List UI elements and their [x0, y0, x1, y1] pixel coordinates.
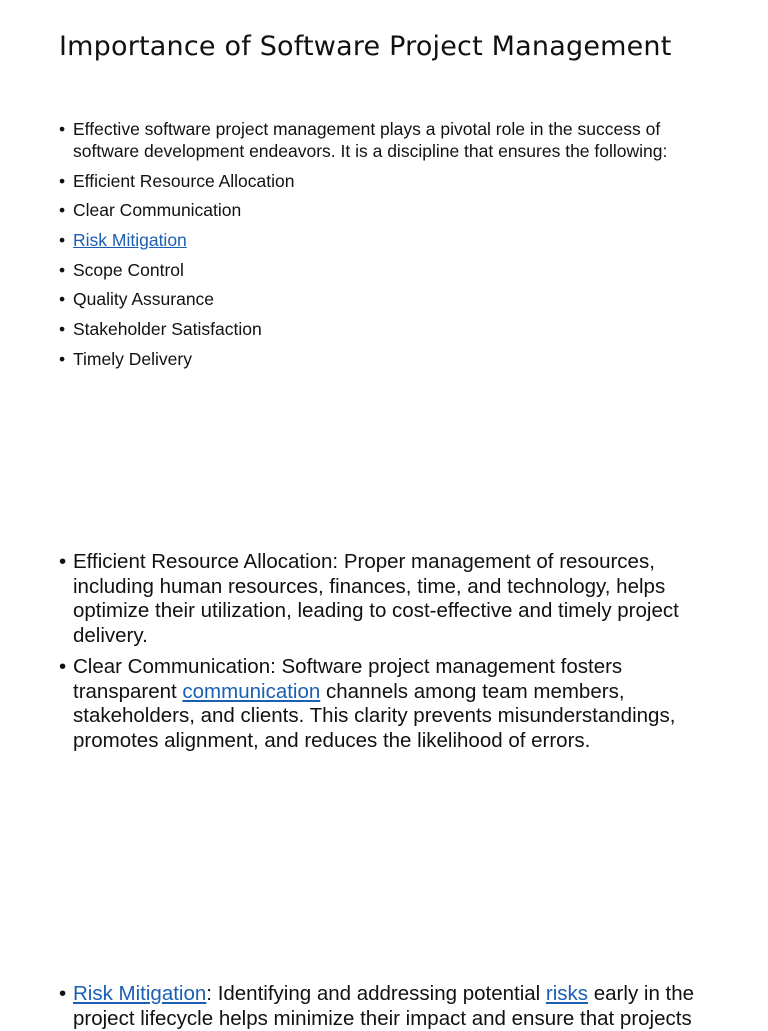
bullet-icon: • [59, 550, 67, 573]
risk-text-2: early in the project lifecycle helps minimize their impact and ensure that projects [73, 982, 695, 1030]
list-item [59, 118, 719, 162]
item-quality-assurance: Quality Assurance [73, 289, 215, 310]
overview-list [59, 118, 719, 378]
item-scope-control: Scope Control [73, 259, 184, 280]
list-item [59, 655, 719, 753]
list-item [59, 348, 719, 370]
communication-text-before: Clear Communication: Software project management fosters transparent [73, 655, 623, 703]
communication-link[interactable]: communication [182, 679, 321, 703]
resource-allocation-paragraph: Efficient Resource Allocation: Proper management of resources, including human resources, finances, time, and technology, helps optimize their utilization, leading to cost-effective and timely project delivery. [73, 550, 679, 647]
bullet-icon: • [59, 200, 66, 221]
communication-text-after: channels among team members, stakeholders, and clients. This clarity prevents misunderstandings, promotes alignment, and reduces the likelihood of errors. [73, 679, 676, 752]
bullet-icon: • [59, 982, 67, 1005]
bullet-icon: • [59, 170, 66, 191]
item-clear-communication: Clear Communication [73, 200, 242, 221]
overview-intro: Effective software project management plays a pivotal role in the success of software development endeavors. It is a discipline that ensures the following: [73, 119, 668, 161]
bullet-icon: • [59, 289, 66, 310]
list-item [59, 199, 719, 221]
bullet-icon: • [59, 230, 66, 251]
list-item [59, 259, 719, 281]
list-item [59, 288, 719, 310]
bullet-icon: • [59, 119, 66, 139]
risk-text-1: : Identifying and addressing potential [206, 982, 546, 1005]
bullet-icon: • [59, 655, 67, 678]
bullet-icon: • [59, 259, 66, 280]
list-item [59, 550, 719, 648]
page-title: Importance of Software Project Management [59, 31, 672, 62]
item-resource-allocation: Efficient Resource Allocation [73, 170, 295, 191]
list-item [59, 170, 719, 192]
item-stakeholder-satisfaction: Stakeholder Satisfaction [73, 319, 262, 340]
risk-mitigation-link[interactable]: Risk Mitigation [73, 230, 187, 251]
list-item [59, 229, 719, 251]
bullet-icon: • [59, 348, 66, 369]
risks-link[interactable]: risks [545, 982, 589, 1005]
bullet-icon: • [59, 319, 66, 340]
details-list [59, 550, 719, 760]
list-item [59, 318, 719, 340]
item-timely-delivery: Timely Delivery [73, 348, 192, 369]
risk-mitigation-heading-link[interactable]: Risk Mitigation [73, 982, 207, 1005]
